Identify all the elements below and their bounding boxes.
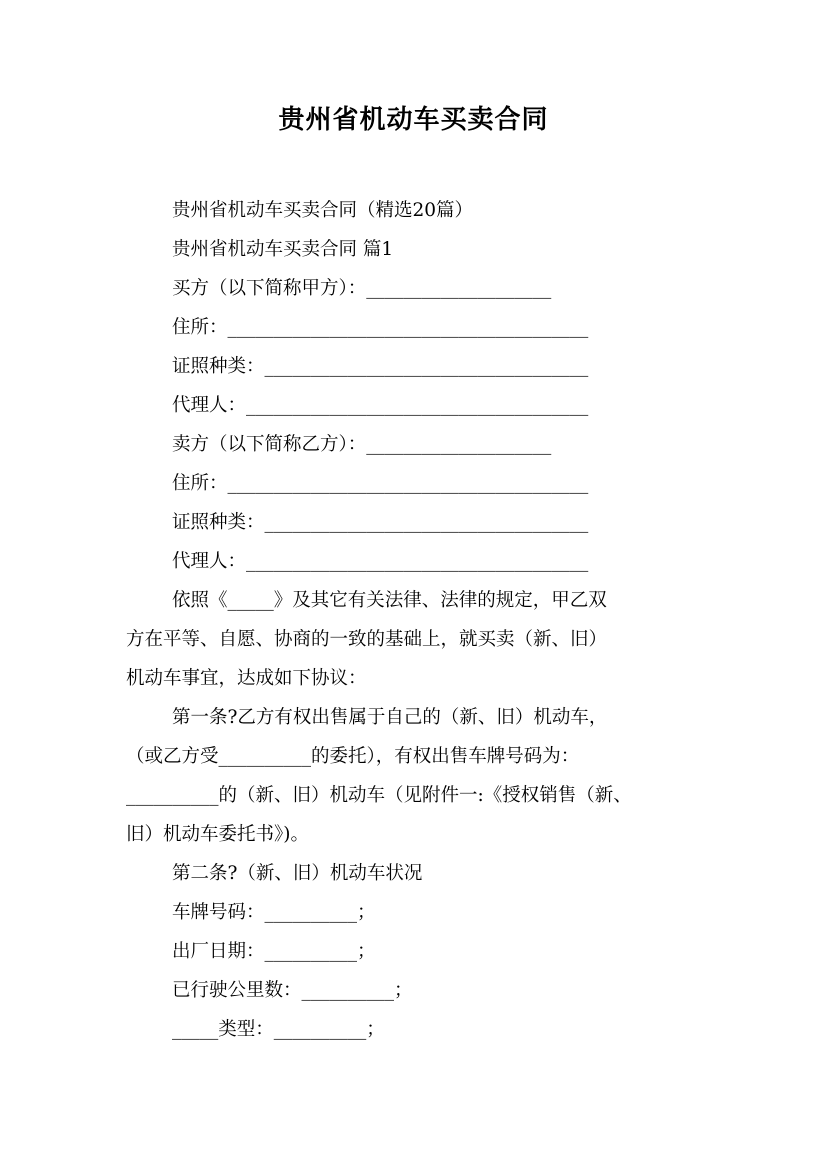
seller-agent-line: 代理人：_____________________________________ xyxy=(172,551,589,572)
vehicle-type-line: _____类型：__________； xyxy=(172,1019,385,1040)
article-1-line: 旧）机动车委托书》)。 xyxy=(126,824,309,845)
buyer-line: 买方（以下简称甲方）：____________________ xyxy=(172,278,552,299)
buyer-id-type-line: 证照种类：___________________________________ xyxy=(172,356,589,377)
section-heading: 贵州省机动车买卖合同 篇1 xyxy=(172,239,394,260)
paragraph-line: 方在平等、自愿、协商的一致的基础上，就买卖（新、旧） xyxy=(126,629,608,650)
mileage-line: 已行驶公里数：__________； xyxy=(172,980,413,1001)
document-title: 贵州省机动车买卖合同 xyxy=(278,105,549,135)
plate-number-line: 车牌号码：__________； xyxy=(172,902,376,923)
subtitle-line: 贵州省机动车买卖合同（精选20篇） xyxy=(172,200,474,221)
article-1-line: 第一条?乙方有权出售属于自己的（新、旧）机动车， xyxy=(172,707,608,728)
manufacture-date-line: 出厂日期：__________； xyxy=(172,941,376,962)
paragraph-line: 机动车事宜，达成如下协议： xyxy=(126,668,367,689)
buyer-agent-line: 代理人：_____________________________________ xyxy=(172,395,589,416)
seller-id-type-line: 证照种类：___________________________________ xyxy=(172,512,589,533)
buyer-address-line: 住所：_______________________________________ xyxy=(172,317,589,338)
seller-line: 卖方（以下简称乙方）：____________________ xyxy=(172,434,552,455)
article-1-line: __________的（新、旧）机动车（见附件一:《授权销售（新、 xyxy=(126,785,632,806)
seller-address-line: 住所：_______________________________________ xyxy=(172,473,589,494)
paragraph-line: 依照《_____》及其它有关法律、法律的规定，甲乙双 xyxy=(172,590,607,611)
article-1-line: （或乙方受__________的委托），有权出售车牌号码为： xyxy=(126,746,580,767)
article-2-heading: 第二条?（新、旧）机动车状况 xyxy=(172,863,423,884)
